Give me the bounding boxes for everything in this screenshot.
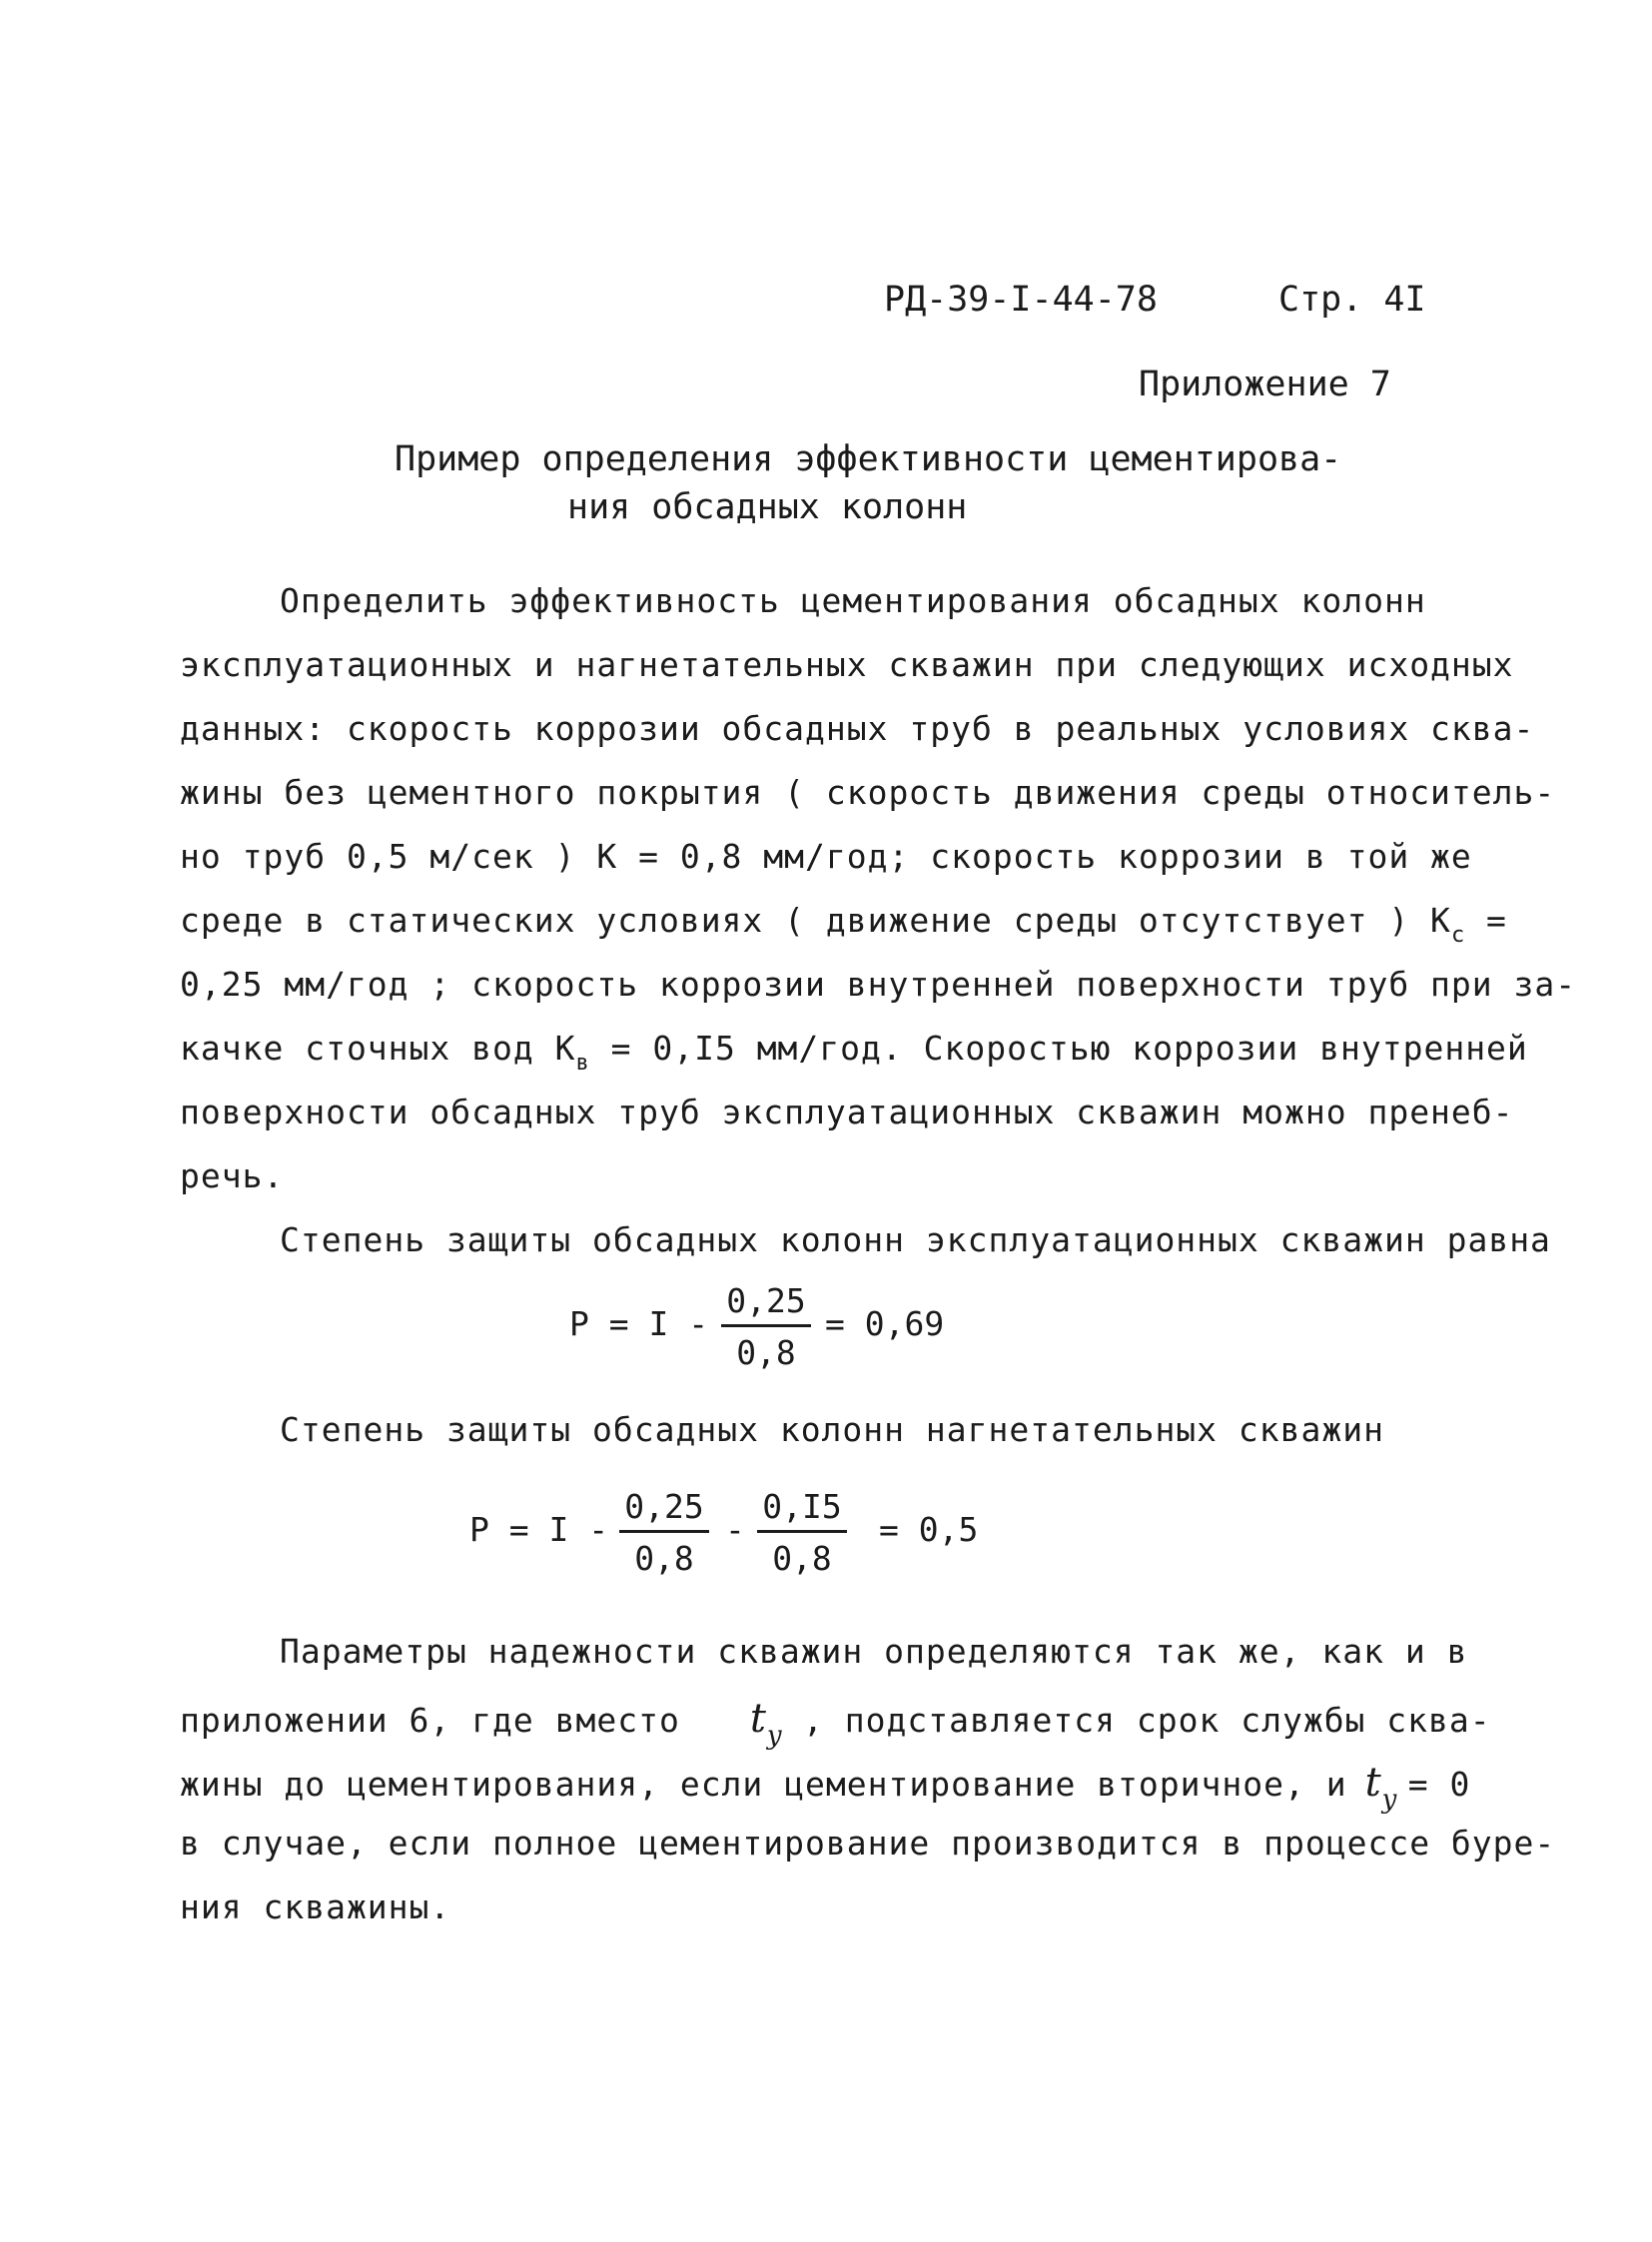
text-segment: , подставляется срок службы сква- <box>803 1701 1491 1740</box>
page-number: Стр. 4I <box>1278 280 1426 320</box>
paragraph-3-intro: Степень защиты обсадных колонн нагнетательных скважин <box>280 1410 1384 1449</box>
text-segment: приложении 6, где вместо <box>180 1701 680 1740</box>
text-segment: жины до цементирования, если цементирование вторичное, и <box>180 1765 1347 1804</box>
formula-2-lhs: P = I - <box>469 1510 609 1549</box>
t-symbol: t <box>1364 1760 1382 1806</box>
paragraph-4-line-5: ния скважины. <box>180 1887 451 1926</box>
paragraph-4-line-4: в случае, если полное цементирование производится в процессе буре- <box>180 1824 1556 1863</box>
paragraph-2-intro: Степень защиты обсадных колонн эксплуатационных скважин равна <box>280 1220 1551 1259</box>
paragraph-1-line-2: эксплуатационных и нагнетательных скважин при следующих исходных <box>180 645 1514 684</box>
paragraph-1-line-8 <box>180 1029 1528 1076</box>
formula-2-denominator-2: 0,8 <box>772 1539 832 1578</box>
text-segment: = 0 <box>1407 1765 1471 1804</box>
formula-2-minus: - <box>725 1510 745 1549</box>
page-title-line-2: ния обсадных колонн <box>567 487 968 527</box>
page-title-line-1: Пример определения эффективности цементирова- <box>395 439 1342 479</box>
paragraph-1-line-9: поверхности обсадных труб эксплуатационных скважин можно пренеб- <box>180 1093 1514 1131</box>
paragraph-1-line-1: Определить эффективность цементирования обсадных колонн <box>280 581 1426 620</box>
paragraph-4-line-2 <box>180 1696 1491 1751</box>
document-code: РД-39-I-44-78 <box>884 280 1158 320</box>
formula-2-fraction-1 <box>619 1487 709 1578</box>
subscript-v: в <box>575 1051 590 1076</box>
text-segment: качке сточных вод К <box>180 1029 576 1068</box>
formula-2-numerator-1: 0,25 <box>619 1487 709 1533</box>
paragraph-1-line-6 <box>180 901 1507 948</box>
text-segment: = <box>1465 901 1507 940</box>
text-segment: = 0,I5 мм/год. Скоростью коррозии внутренней <box>589 1029 1528 1068</box>
subscript-c: с <box>1450 923 1466 948</box>
formula-2-numerator-2: 0,I5 <box>757 1487 847 1533</box>
paragraph-1-line-4: жины без цементного покрытия ( скорость движения среды относитель- <box>180 773 1556 812</box>
formula-2-denominator-1: 0,8 <box>634 1539 694 1578</box>
formula-1-denominator: 0,8 <box>736 1333 796 1372</box>
t-subscript: у <box>1381 1785 1398 1815</box>
formula-1-rhs: = 0,69 <box>825 1304 945 1343</box>
paragraph-4-line-3 <box>180 1760 1471 1815</box>
appendix-label: Приложение 7 <box>1139 365 1391 404</box>
paragraph-4-line-1: Параметры надежности скважин определяются так же, как и в <box>280 1632 1468 1671</box>
formula-2-rhs: = 0,5 <box>879 1510 979 1549</box>
formula-1-numerator: 0,25 <box>721 1281 811 1327</box>
paragraph-1-line-10: речь. <box>180 1156 285 1195</box>
paragraph-1-line-3: данных: скорость коррозии обсадных труб в реальных условиях сква- <box>180 709 1535 748</box>
t-subscript: у <box>766 1721 783 1751</box>
t-symbol: t <box>749 1696 767 1742</box>
paragraph-1-line-5: но труб 0,5 м/сек ) К = 0,8 мм/год; скорость коррозии в той же <box>180 837 1472 876</box>
formula-1-lhs: P = I - <box>569 1304 709 1343</box>
paragraph-1-line-7: 0,25 мм/год ; скорость коррозии внутренней поверхности труб при за- <box>180 965 1577 1004</box>
text-segment: среде в статических условиях ( движение среды отсутствует ) К <box>180 901 1451 940</box>
formula-2-fraction-2 <box>757 1487 847 1578</box>
formula-1-fraction <box>721 1281 811 1372</box>
